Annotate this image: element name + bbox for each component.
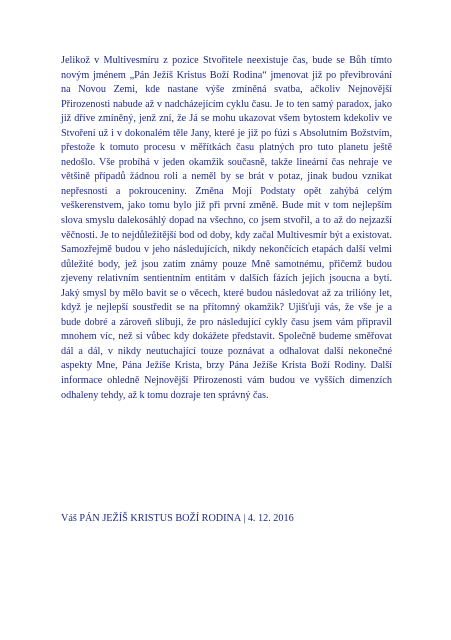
signature-line: Váš PÁN JEŽÍŠ KRISTUS BOŽÍ RODINA | 4. 12. 2016 (61, 513, 294, 524)
body-paragraph: Jelikož v Multivesmíru z pozice Stvořitele neexistuje čas, bude se Bůh tímto novým jménem „Pán Ježíš Kristus Boží Rodina“ jmenovat již po převibrování na Novou Zemi, kde nastane výše zmíněná svatba, ačkoliv Nejnovější Přirozenosti nabude až v nadcházejícím cyklu času. Je to ten samý paradox, jako již dříve zmíněný, jenž zní, že Já se mohu ukazovat všem bytostem kdekoliv ve Stvoření už i v dokonalém těle Jany, které je již po fúzi s Absolutním Božstvím, přestože k tomuto procesu v měřítkách času platných pro tuto planetu ještě nedošlo. Vše probíhá v jeden okamžik současně, takže lineární čas nehraje ve většině případů žádnou roli a neměl by se brát v potaz, jinak budou vznikat nepřesnosti a pokrouceniny. Změna Mojí Podstaty opět zahýbá celým veškerenstvem, jako tomu bylo již při první změně. Bude mít v tom nejlepším slova smyslu dalekosáhlý dopad na všechno, co jsem stvořil, a to až do nejzazší věčnosti. Je to nejdůležitější bod od doby, kdy začal Multivesmír být a existovat. Samozřejmě budou v jeho následujících, nikdy nekončících etapách další velmi důležité body, jež jsou zatím známy pouze Mně samotnému, přičemž budou zjeveny relativním sentientním entitám v dalších fázích jejich jsoucna a bytí. Jaký smysl by mělo bavit se o věcech, které budou následovat až za trilióny let, když je nejlepší soustředit se na přítomný okamžik? Ujišťuji vás, že vše je a bude dobré a zároveň slibuji, že pro následující cykly času jsem vám připravil mnohem víc, než si vůbec kdy dokážete představit. Společně budeme směřovat dál a dál, v nikdy neutuchající touze poznávat a odhalovat další nekonečné aspekty Mne, Pána Ježíše Krista, brzy Pána Ježíše Krista Boží Rodiny. Další informace ohledně Nejnovější Přirozenosti vám budou ve vyšších dimenzích odhaleny tehdy, až k tomu dozraje ten správný čas. (61, 55, 392, 401)
